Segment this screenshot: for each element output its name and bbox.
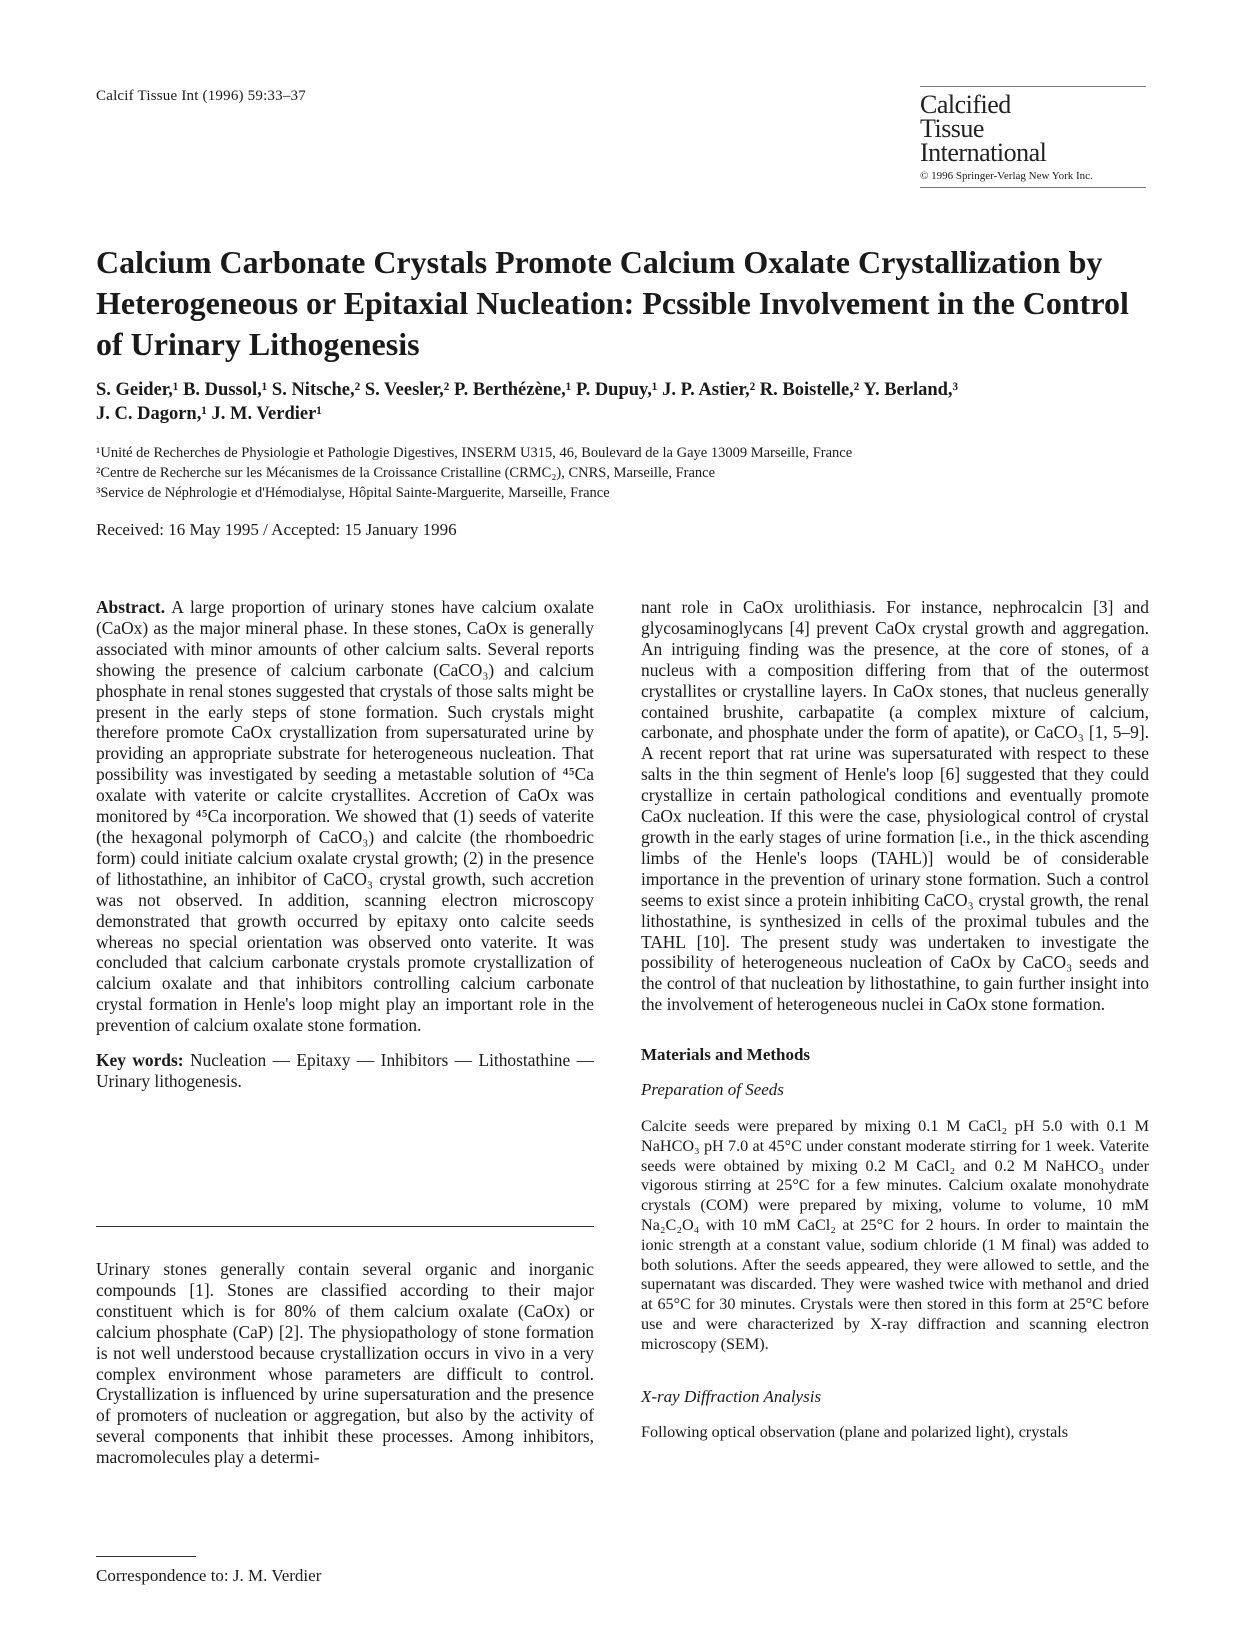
logo-rule-top — [920, 86, 1146, 87]
logo-line-3: International — [920, 138, 1047, 167]
journal-citation: Calcif Tissue Int (1996) 59:33–37 — [96, 88, 306, 104]
keywords-text: Nucleation — Epitaxy — Inhibitors — Lithostathine — Urinary lithogenesis. — [96, 1050, 594, 1091]
received-dates: Received: 16 May 1995 / Accepted: 15 January 1996 — [96, 520, 457, 539]
affiliation-3: ³Service de Néphrologie et d'Hémodialyse, Hôpital Sainte-Marguerite, Marseille, France — [96, 485, 610, 501]
subsection-heading-seeds: Preparation of Seeds — [641, 1080, 784, 1100]
paper-title: Calcium Carbonate Crystals Promote Calcium Oxalate Crystallization by Heterogeneous or Epitaxial Nucleation: Pcssible Involvement in the Control of Urinary Lithogenesis — [96, 244, 1129, 362]
author-list — [96, 378, 1166, 426]
abstract — [96, 597, 594, 1036]
left-column — [96, 597, 594, 1092]
logo-line-2: Tissue — [920, 114, 984, 143]
author-line-2: J. C. Dagorn,¹ J. M. Verdier¹ — [96, 404, 322, 424]
correspondence-note: Correspondence to: J. M. Verdier — [96, 1566, 322, 1585]
intro-continued: nant role in CaOx urolithiasis. For instance, nephrocalcin [3] and glycosaminoglycans [4] prevent CaOx crystal growth and aggregation. An intriguing finding was the presence, at the core of stones, of a nucleus with a composition differing from that of the outermost crystallites or crystalline layers. In CaOx stones, that nucleus generally contained brushite, carbapatite (a complex mixture of calcium, carbonate, and phosphate under the form of apatite), or CaCO₃ [1, 5–9]. A recent report that rat urine was supersaturated with respect to these salts in the thin segment of Henle's loop [6] suggested that they could crystallize in certain pathological conditions and eventually promote CaOx nucleation. If this were the case, physiological control of crystal growth in the early stages of urine formation [i.e., in the thick ascending limbs of the Henle's loops (TAHL)] would be of considerable importance in the prevention of urinary stone formation. Such a control seems to exist since a protein inhibiting CaCO₃ crystal growth, the renal lithostathine, is synthesized in cells of the proximal tubules and the TAHL [10]. The present study was undertaken to investigate the possibility of heterogeneous nucleation of CaOx by CaCO₃ seeds and the control of that nucleation by lithostathine, to gain further insight into the involvement of heterogeneous nuclei in CaOx stone formation. — [641, 597, 1149, 1015]
introduction — [96, 1259, 594, 1468]
right-column — [641, 597, 1149, 1443]
keywords-label: Key words: — [96, 1050, 184, 1071]
section-heading-materials: Materials and Methods — [641, 1045, 811, 1065]
affiliation-1: ¹Unité de Recherches de Physiologie et Pathologie Digestives, INSERM U315, 46, Boulevard de la Gaye 13009 Marseille, France — [96, 445, 853, 461]
copyright-notice: © 1996 Springer-Verlag New York Inc. — [920, 170, 1093, 182]
intro-text: Urinary stones generally contain several organic and inorganic compounds [1]. Stones are classified according to their major constituent which is for 80% of them calcium oxalate (CaOx) or calcium phosphate (CaP) [2]. The physiopathology of stone formation is not well understood because crystallization occurs in vivo in a very complex environment whose parameters are difficult to control. Crystallization is influenced by urine supersaturation and the presence of promoters of nucleation or aggregation, but also by the activity of several components that inhibit these processes. Among inhibitors, macromolecules play a determi- — [96, 1259, 594, 1468]
affiliations — [96, 443, 1156, 503]
journal-logo — [920, 86, 1150, 188]
keywords — [96, 1050, 594, 1092]
abstract-text: A large proportion of urinary stones have calcium oxalate (CaOx) as the major mineral phase. In these stones, CaOx is generally associated with minor amounts of other calcium salts. Several reports showing the presence of calcium carbonate (CaCO₃) and calcium phosphate in renal stones suggested that crystals of those salts might be present in the early steps of stone formation. Such crystals might therefore promote CaOx crystallization from supersaturated urine by providing an appropriate substrate for heterogeneous nucleation. That possibility was investigated by seeding a metastable solution of ⁴⁵Ca oxalate with vaterite or calcite crystallites. Accretion of CaOx was monitored by ⁴⁵Ca incorporation. We showed that (1) seeds of vaterite (the hexagonal polymorph of CaCO₃) and calcite (the rhomboedric form) could initiate calcium oxalate crystal growth; (2) in the presence of lithostathine, an inhibitor of CaCO₃ crystal growth, such accretion was not observed. In addition, scanning electron microscopy demonstrated that growth occurred by epitaxy onto calcite seeds whereas no special orientation was observed onto vaterite. It was concluded that calcium carbonate crystals promote crystallization of calcium oxalate and that inhibitors controlling calcium carbonate crystal formation in Henle's loop might play an important role in the prevention of calcium oxalate stone formation. — [96, 597, 594, 1036]
section-divider — [96, 1226, 594, 1227]
logo-rule-bottom — [920, 187, 1146, 188]
subsection-heading-xray: X-ray Diffraction Analysis — [641, 1386, 822, 1406]
footnote-rule — [96, 1556, 196, 1557]
abstract-label: Abstract. — [96, 597, 166, 617]
seeds-text: Calcite seeds were prepared by mixing 0.1 M CaCl₂ pH 5.0 with 0.1 M NaHCO₃ pH 7.0 at 45°C under constant moderate stirring for 1 week. Vaterite seeds were obtained by mixing 0.2 M CaCl₂ and 0.2 M NaHCO₃ under vigorous stirring at 25°C for a few minutes. Calcium oxalate monohydrate crystals (COM) were prepared by mixing, volume to volume, 10 mM Na₂C₂O₄ with 10 mM CaCl₂ at 25°C for 2 hours. In order to maintain the ionic strength at a constant value, sodium chloride (1 M final) was added to both solutions. After the seeds appeared, they were allowed to settle, and the supernatant was discarded. They were washed twice with methanol and dried at 65°C for 30 minutes. Crystals were then stored in this form at 25°C before use and were characterized by X-ray diffraction and scanning electron microscopy (SEM). — [641, 1116, 1149, 1353]
logo-line-1: Calcified — [920, 90, 1011, 119]
author-line-1: S. Geider,¹ B. Dussol,¹ S. Nitsche,² S. Veesler,² P. Berthézène,¹ P. Dupuy,¹ J. P. Astier,² R. Boistelle,² Y. Berland,³ — [96, 380, 959, 400]
affiliation-2: ²Centre de Recherche sur les Mécanismes de la Croissance Cristalline (CRMC₂), CNRS, Marseille, France — [96, 465, 716, 481]
xray-text: Following optical observation (plane and polarized light), crystals — [641, 1423, 1069, 1442]
